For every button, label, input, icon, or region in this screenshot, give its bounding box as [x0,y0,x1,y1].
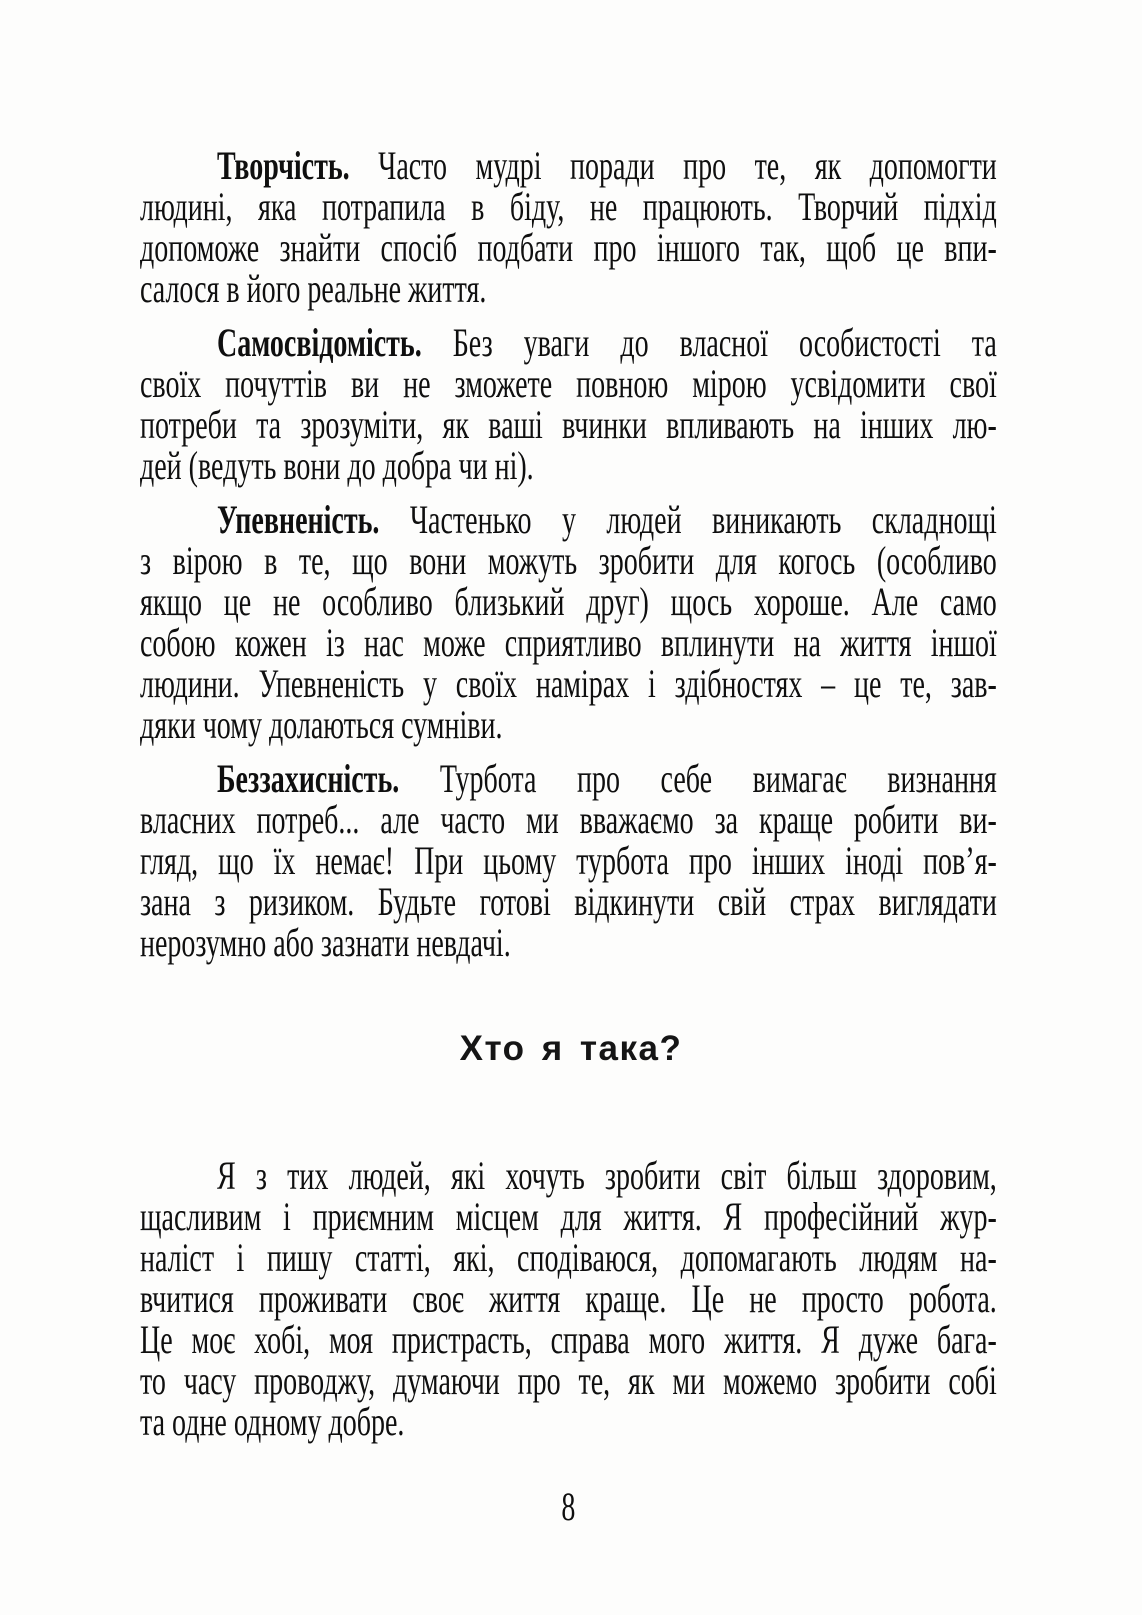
paragraph-who-am-i [140,1155,997,1442]
text-line: та одне одному добре. [140,1399,405,1444]
text-line: салося в його реальне життя. [140,266,487,311]
text-line: своїх почуттів ви не зможете повною мірою усвідомити свої [140,361,997,406]
paragraph-lead: Творчість. [217,143,350,188]
text-line [140,145,997,186]
text-line: якщо це не особливо близький друг) щось хороше. Але само [140,579,997,624]
paragraph-lead: Самосвідомість. [217,320,422,365]
text-line-rest: Частенько у людей виникають складнощі [409,497,997,542]
body-text-lower [140,1155,997,1442]
paragraph-lead: Упевненість. [217,497,380,542]
text-line: нерозумно або зазнати невдачі. [140,920,511,965]
text-line-rest: Часто мудрі поради про те, як допомогти [378,143,997,188]
text-line: Я з тих людей, які хочуть зробити світ більш здоровим, [217,1153,997,1198]
text-line: людини. Упевненість у своїх намірах і здібностях – це те, зав- [140,661,997,706]
paragraph-vulnerability [140,758,997,963]
text-line: наліст і пишу статті, які, сподіваюся, допомагають людям на- [140,1235,997,1280]
text-line: Це моє хобі, моя пристрасть, справа мого життя. Я дуже бага- [140,1317,997,1362]
text-line: собою кожен із нас може сприятливо вплинути на життя іншої [140,620,997,665]
paragraph-confidence [140,499,997,745]
text-line: гляд, що їх немає! При цьому турбота про інших іноді пов’я- [140,838,997,883]
paragraph-creativity [140,145,997,309]
text-line: з вірою в те, що вони можуть зробити для когось (особливо [140,538,997,583]
text-line [140,499,997,540]
text-line [140,322,997,363]
section-heading: Хто я така? [459,1029,683,1068]
paragraph-self-awareness [140,322,997,486]
text-line: допоможе знайти спосіб подбати про іншого так, щоб це впи- [140,225,997,270]
text-line: то часу проводжу, думаючи про те, як ми можемо зробити собі [140,1358,997,1403]
paragraph-lead: Беззахисність. [217,756,400,801]
text-line: людині, яка потрапила в біду, не працюють. Творчий підхід [140,184,997,229]
page-number: 8 [561,1484,576,1529]
text-line: власних потреб... але часто ми вважаємо за краще робити ви- [140,797,997,842]
text-line: щасливим і приємним місцем для життя. Я професійний жур- [140,1194,997,1239]
body-text-upper [140,145,997,963]
text-line [140,758,997,799]
text-line: дяки чому долаються сумніви. [140,702,503,747]
text-line: вчитися проживати своє життя краще. Це не просто робота. [140,1276,997,1321]
text-line-rest: Без уваги до власної особистості та [452,320,997,365]
text-line-rest: Турбота про себе вимагає визнання [439,756,997,801]
text-line: потреби та зрозуміти, як ваші вчинки впливають на інших лю- [140,402,997,447]
text-line: дей (ведуть вони до добра чи ні). [140,443,534,488]
text-line: зана з ризиком. Будьте готові відкинути свій страх виглядати [140,879,997,924]
